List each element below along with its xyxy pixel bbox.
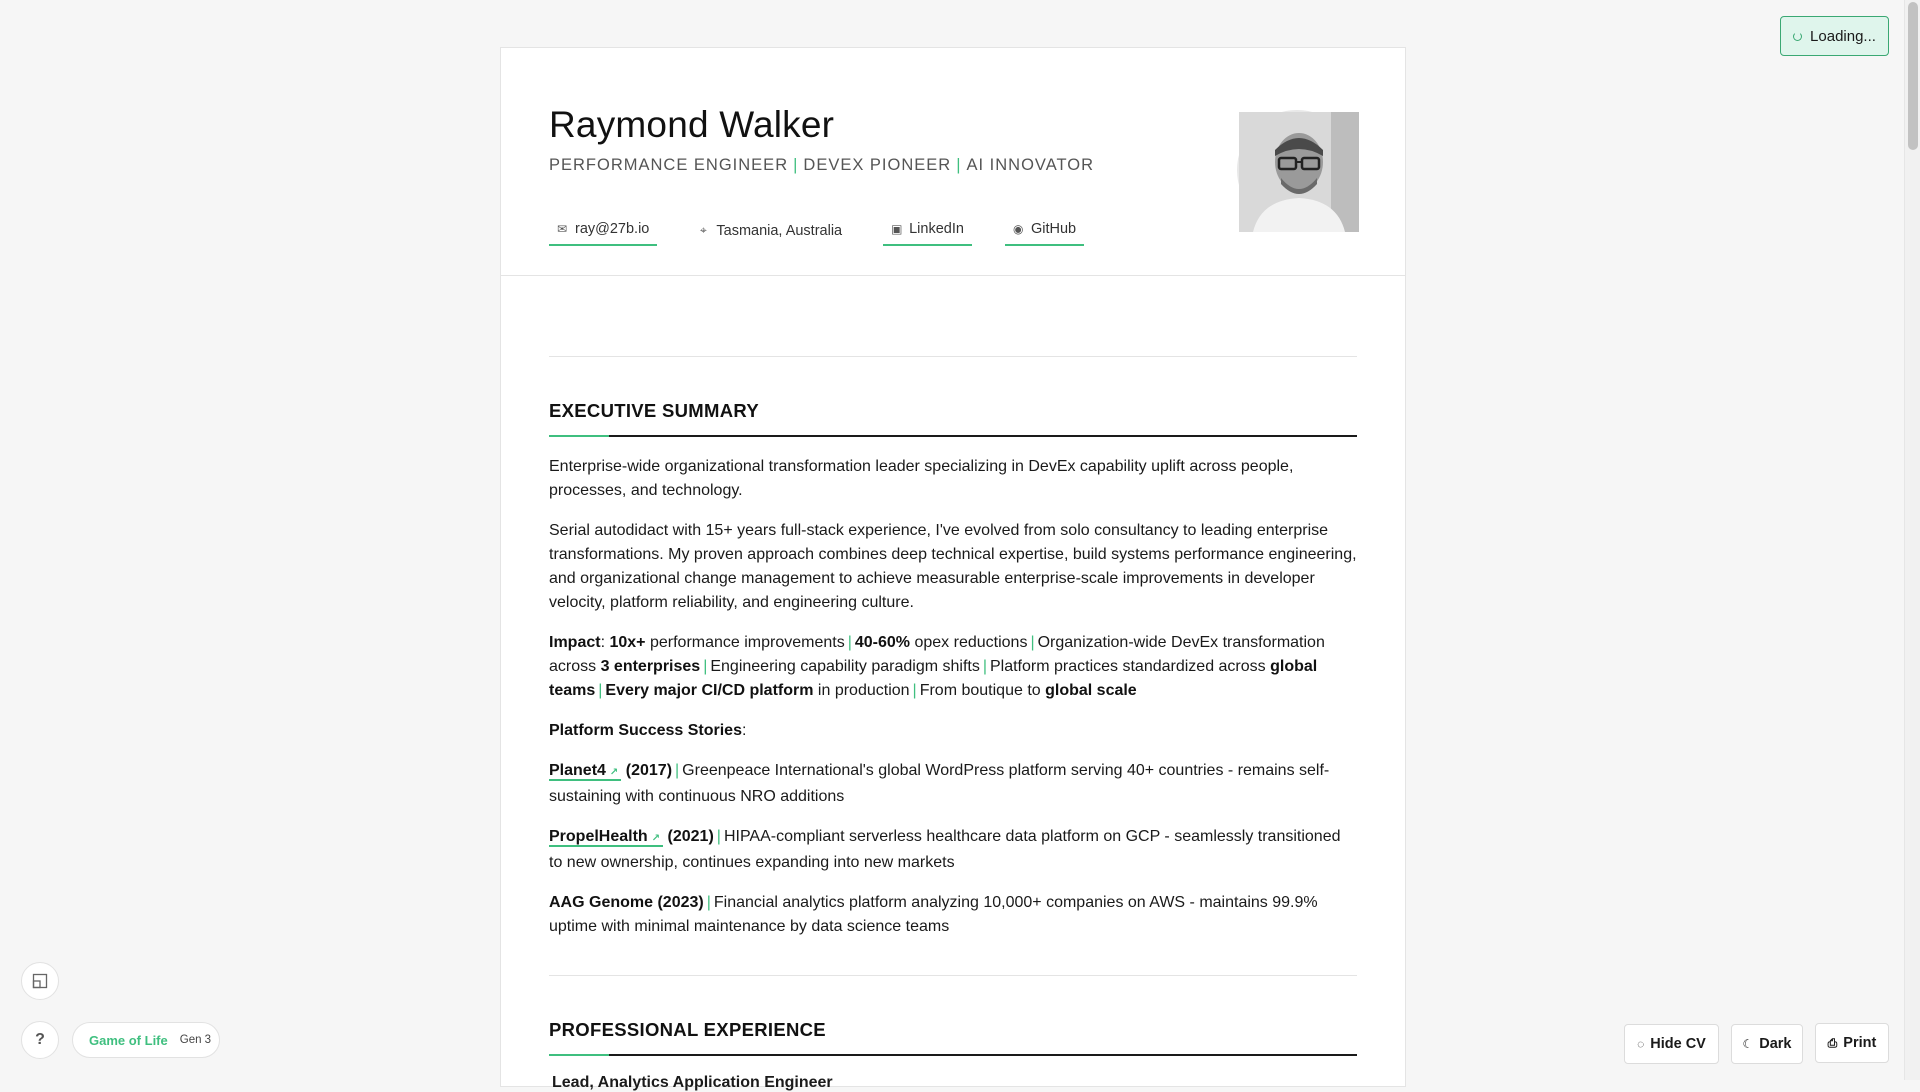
profile-name: Raymond Walker: [549, 104, 835, 145]
impact-cicd: Every major CI/CD platform: [605, 682, 814, 699]
external-link-icon: ↗: [651, 833, 661, 844]
impact-devex-text: Organization-wide DevEx transformation across: [549, 634, 1325, 675]
summary-para-2: Serial autodidact with 15+ years full-stack experience, I've evolved from solo consultancy to leading enterprise transformations. My proven approach combines deep technical expertise, build systems performance engineering, and organizational change management to achieve measurable enterprise-scale improvements in developer velocity, platform reliability, and engineering culture.: [549, 522, 1357, 611]
impact-opex-num: 40-60%: [854, 634, 911, 651]
job-title: Lead, Analytics Application Engineer: [552, 1074, 833, 1091]
pipe-separator: |: [1030, 634, 1035, 651]
story-planet4: [549, 759, 1357, 809]
section-rule-accent: [549, 1054, 609, 1056]
impact-cicd-text: in production: [817, 682, 910, 699]
story-name: AAG Genome (2023): [549, 894, 704, 911]
impact-platform-text: Platform practices standardized across: [989, 658, 1266, 675]
contact-location: [690, 213, 850, 246]
stories-label: Platform Success Stories: [549, 722, 742, 739]
hide-cv-label: Hide CV: [1650, 1036, 1706, 1052]
eye-off-icon: ◌: [1637, 1037, 1645, 1051]
scrollbar-thumb[interactable]: [1908, 2, 1918, 150]
layout-toggle-button[interactable]: [21, 962, 59, 1000]
print-label: Print: [1843, 1035, 1877, 1051]
contact-location-label: Tasmania, Australia: [716, 222, 843, 239]
story-text: Greenpeace International's global WordPress platform serving 40+ countries - remains self-sustaining with continuous NRO additions: [549, 762, 1330, 805]
layout-icon: [32, 973, 48, 989]
section-divider: [549, 975, 1357, 976]
story-text: HIPAA-compliant serverless healthcare data platform on GCP - seamlessly transitioned to new ownership, continues expanding into new markets: [549, 828, 1341, 871]
avatar-portrait: [1239, 112, 1359, 232]
contact-linkedin[interactable]: [883, 213, 972, 246]
profile-titles: [549, 156, 1094, 175]
story-year: (2017): [625, 762, 673, 779]
title-ai: AI INNOVATOR: [966, 156, 1095, 174]
title-performance: PERFORMANCE ENGINEER: [549, 156, 789, 174]
hide-cv-button[interactable]: [1624, 1024, 1719, 1064]
print-icon: ⎙: [1827, 1035, 1838, 1050]
moon-icon: ☾: [1742, 1037, 1754, 1051]
dark-mode-label: Dark: [1759, 1036, 1792, 1052]
impact-label: Impact: [549, 634, 601, 651]
email-icon: ✉: [557, 221, 568, 236]
pipe-separator: |: [706, 894, 711, 911]
pipe-separator: |: [716, 828, 721, 845]
impact-global-scale: global scale: [1045, 682, 1137, 699]
linkedin-icon: ▣: [891, 221, 903, 236]
pipe-separator: |: [982, 658, 987, 675]
contact-email-label: ray@27b.io: [575, 220, 650, 237]
stories-heading: Platform Success Stories:: [549, 722, 747, 739]
pipe-separator: |: [847, 634, 852, 651]
location-icon: ⌖: [699, 223, 707, 237]
story-link-planet4[interactable]: [549, 762, 621, 781]
section-rule: [549, 1054, 1357, 1056]
summary-title: EXECUTIVE SUMMARY: [549, 400, 759, 421]
help-button[interactable]: ?: [21, 1021, 59, 1059]
cv-sheet: [500, 47, 1406, 1091]
page-scrollbar[interactable]: [1904, 0, 1920, 1080]
impact-perf-text: performance improvements: [649, 634, 845, 651]
pipe-separator: |: [675, 762, 680, 779]
story-name: PropelHealth: [549, 828, 648, 845]
title-separator: |: [956, 156, 962, 174]
impact-paradigm: Engineering capability paradigm shifts: [710, 658, 980, 675]
contact-list: [549, 213, 1084, 246]
section-rule: [549, 435, 1357, 437]
impact-perf-num: 10x+: [609, 634, 646, 651]
cv-header: [501, 48, 1405, 276]
impact-boutique-text: From boutique to: [919, 682, 1041, 699]
cv-content: [501, 276, 1405, 1092]
story-propelhealth: [549, 825, 1357, 875]
pipe-separator: |: [912, 682, 917, 699]
section-rule-accent: [549, 435, 609, 437]
story-link-propelhealth[interactable]: [549, 828, 663, 847]
loading-indicator: [1780, 16, 1889, 56]
avatar: [1237, 110, 1357, 230]
impact-enterprises: 3 enterprises: [600, 658, 701, 675]
game-of-life-toggle[interactable]: [72, 1022, 220, 1058]
impact-opex-text: opex reductions: [914, 634, 1028, 651]
print-button[interactable]: [1815, 1023, 1889, 1063]
title-separator: |: [793, 156, 799, 174]
dark-mode-button[interactable]: [1731, 1024, 1803, 1064]
story-aag-genome: [549, 891, 1357, 939]
story-text: Financial analytics platform analyzing 10,000+ companies on AWS - maintains 99.9% uptime with minimal maintenance by data science teams: [549, 894, 1318, 935]
title-devex: DEVEX PIONEER: [803, 156, 952, 174]
spinner-icon: [1793, 32, 1802, 41]
external-link-icon: ↗: [609, 767, 619, 778]
experience-title: PROFESSIONAL EXPERIENCE: [549, 1019, 826, 1040]
pipe-separator: |: [598, 682, 603, 699]
game-of-life-label: Game of Life: [89, 1032, 168, 1048]
generation-counter: Gen 3: [179, 1034, 212, 1046]
summary-para-1: Enterprise-wide organizational transformation leader specializing in DevEx capability uplift across people, processes, and technology.: [549, 458, 1294, 499]
story-year: (2021): [667, 828, 714, 845]
contact-github-label: GitHub: [1030, 220, 1077, 237]
loading-label: Loading...: [1810, 27, 1876, 45]
impact-paragraph: Impact: 10x+ performance improvements | 40-60% opex reductions | Organization-wide DevEx transformation across 3 enterprises | Engineering capability paradigm shifts | Platform practices standardized across global teams | Every major CI/CD platform in production | From boutique to global scale: [549, 634, 1325, 699]
contact-linkedin-label: LinkedIn: [909, 220, 964, 237]
story-name: Planet4: [549, 762, 606, 779]
contact-email[interactable]: [549, 213, 657, 246]
contact-github[interactable]: [1005, 213, 1084, 246]
pipe-separator: |: [703, 658, 708, 675]
header-divider: [549, 276, 1357, 357]
impact-global-teams: global teams: [549, 658, 1318, 699]
github-icon: ◉: [1012, 221, 1024, 236]
